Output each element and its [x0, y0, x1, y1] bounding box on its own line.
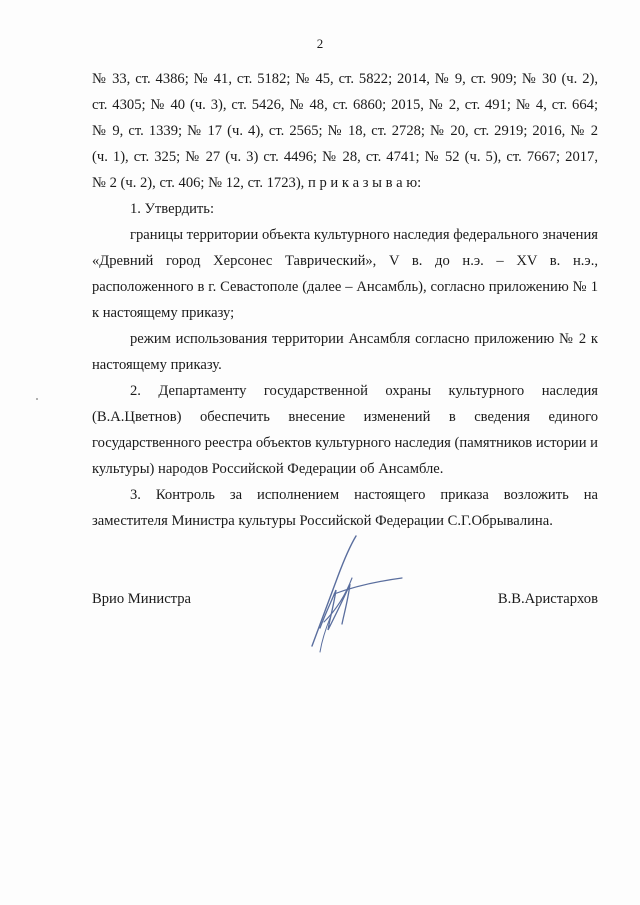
- order-word: п р и к а з ы в а ю:: [308, 175, 422, 191]
- page-number: 2: [316, 36, 324, 51]
- signatory-title: Врио Министра: [92, 591, 191, 607]
- item-1-boundaries: границы территории объекта культурного наследия федерального значения «Древний город Херсонес Таврический», V в. до н.э. – XV в. н.э., расположенного в г. Севастополе (далее – Ансамбль), согласно приложению № 1 к настоящему приказу;: [92, 227, 598, 321]
- legal-references-line-1: № 33, ст. 4386; № 41, ст. 5182; № 45, ст. 5822; 2014, № 9, ст. 909; № 30 (ч. 2),: [92, 71, 598, 87]
- item-2-department: 2. Департаменту государственной охраны культурного наследия (В.А.Цветнов) обеспечить внесение изменений в сведения единого государственного реестра объектов культурного наследия (памятников истории и культуры) народов Российской Федерации об Ансамбле.: [92, 383, 598, 477]
- item-1-regime: режим использования территории Ансамбля согласно приложению № 2 к настоящему приказу.: [92, 331, 598, 373]
- handwritten-signature: [290, 528, 420, 658]
- item-1-approve: 1. Утвердить:: [130, 201, 215, 217]
- item-3-control: 3. Контроль за исполнением настоящего приказа возложить на заместителя Министра культуры Российской Федерации С.Г.Обрывалина.: [92, 487, 598, 529]
- legal-references-line-4: (ч. 1), ст. 325; № 27 (ч. 3) ст. 4496; № 28, ст. 4741; № 52 (ч. 5), ст. 7667; 2017,: [92, 149, 598, 165]
- legal-references-line-2: ст. 4305; № 40 (ч. 3), ст. 5426, № 48, ст. 6860; 2015, № 2, ст. 491; № 4, ст. 664;: [92, 97, 598, 113]
- scan-speck: [36, 398, 38, 400]
- legal-references-line-5: [92, 170, 598, 196]
- legal-references-line-3: № 9, ст. 1339; № 17 (ч. 4), ст. 2565; № 18, ст. 2728; № 20, ст. 2919; 2016, № 2: [92, 123, 598, 139]
- signatory-name: В.В.Аристархов: [497, 591, 598, 607]
- document-body: [92, 66, 598, 534]
- legal-references-tail: № 2 (ч. 2), ст. 406; № 12, ст. 1723),: [92, 175, 305, 191]
